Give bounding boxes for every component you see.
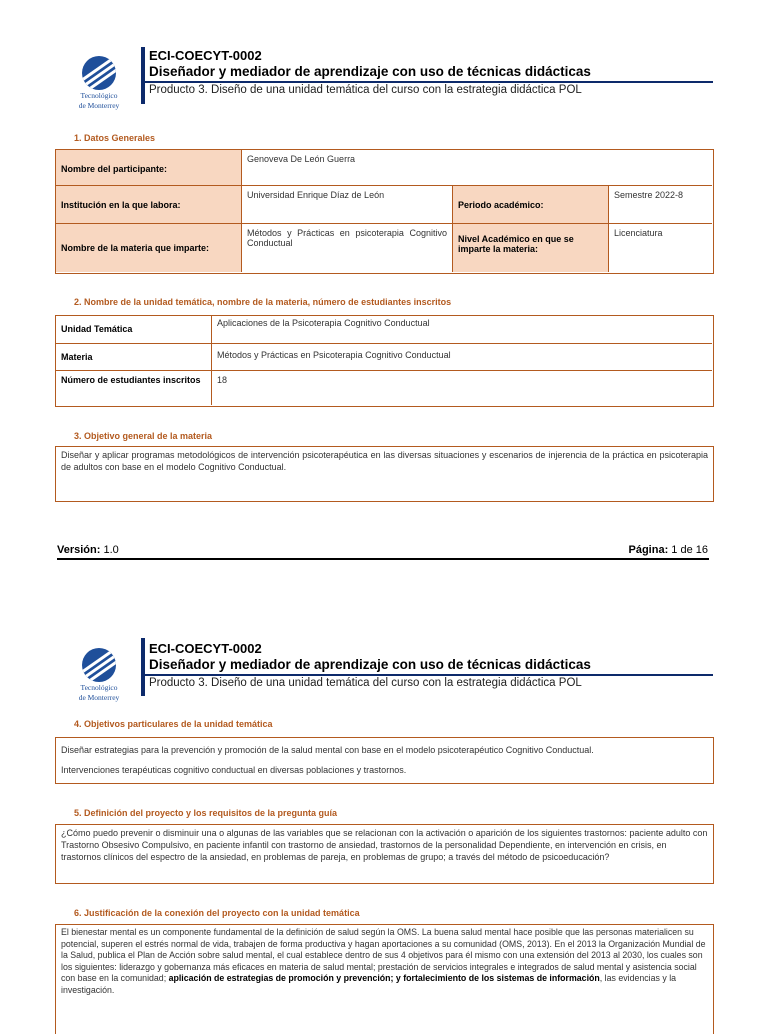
page-label: Página: bbox=[628, 544, 669, 556]
objetivo-particular-1: Diseñar estrategias para la prevención y promoción de la salud mental con base en el modelo psicoterapéutico Cognitivo Conductual. bbox=[61, 745, 594, 755]
nivel-value: Licenciatura bbox=[614, 228, 663, 238]
logo-text-line2: de Monterrey bbox=[78, 693, 120, 702]
tec-logo bbox=[64, 56, 134, 110]
periodo-value: Semestre 2022-8 bbox=[609, 186, 712, 224]
estudiantes-label: Número de estudiantes inscritos bbox=[56, 371, 212, 405]
justificacion-text-b: , las evidencias y la investigación. bbox=[61, 973, 677, 995]
page-value: 1 de 16 bbox=[671, 544, 708, 556]
datos-generales-table bbox=[55, 149, 714, 274]
document-code-p2: ECI-COECYT-0002 bbox=[149, 641, 262, 656]
materia-s2-label: Materia bbox=[56, 344, 212, 371]
footer-line bbox=[57, 558, 709, 560]
justificacion-text bbox=[61, 927, 708, 996]
periodo-label: Periodo académico: bbox=[453, 186, 609, 224]
nivel-label: Nivel Académico en que se imparte la materia: bbox=[453, 224, 609, 272]
section-3-title: 3. Objetivo general de la materia bbox=[74, 431, 213, 441]
justificacion-text-bold: aplicación de estrategias de promoción y prevención; y fortalecimiento de los sistemas de información bbox=[168, 973, 600, 983]
objetivo-particular-2: Intervenciones terapéuticas cognitivo conductual en diversas poblaciones y trastornos. bbox=[61, 765, 407, 775]
section-4-title: 4. Objetivos particulares de la unidad temática bbox=[74, 719, 273, 729]
course-title-p2: Diseñador y mediador de aprendizaje con uso de técnicas didácticas bbox=[149, 657, 591, 672]
version-value: 1.0 bbox=[103, 544, 119, 556]
objetivos-particulares-box bbox=[55, 737, 714, 784]
version-label: Versión: bbox=[57, 544, 101, 556]
objetivo-general-box bbox=[55, 446, 714, 502]
footer-version bbox=[57, 544, 119, 556]
materia-s2-value: Métodos y Prácticas en Psicoterapia Cognitivo Conductual bbox=[212, 344, 712, 371]
materia-label: Nombre de la materia que imparte: bbox=[56, 224, 242, 272]
unidad-value: Aplicaciones de la Psicoterapia Cognitivo Conductual bbox=[212, 316, 712, 344]
justificacion-box bbox=[55, 924, 714, 1034]
pregunta-guia-text: ¿Cómo puedo prevenir o disminuir una o algunas de las variables que se relacionan con la activación o aparición de los siguientes trastornos: paciente adulto con Trastorno Obsesivo Compulsivo, en paciente infantil con trastorno de ansiedad, trastornos de la personalidad Dependiente, en intervención en crisis, en trastornos clínicos del espectro de la ansiedad, en problemas de pareja, en problemas de grupo; a través del método de psicoeducación? bbox=[61, 828, 708, 862]
footer-page bbox=[629, 544, 709, 556]
header-vertical-bar-p2 bbox=[141, 638, 145, 696]
tec-logo-p2 bbox=[64, 648, 134, 702]
section-5-title: 5. Definición del proyecto y los requisitos de la pregunta guía bbox=[74, 808, 338, 818]
logo-text-line2: de Monterrey bbox=[78, 101, 120, 110]
tec-logo-globe-icon bbox=[82, 648, 116, 682]
product-title: Producto 3. Diseño de una unidad temática del curso con la estrategia didáctica POL bbox=[149, 84, 582, 96]
header-vertical-bar bbox=[141, 47, 145, 104]
unidad-label: Unidad Temática bbox=[56, 316, 212, 344]
participante-label: Nombre del participante: bbox=[56, 150, 242, 186]
header-divider bbox=[145, 81, 713, 83]
logo-text-line1: Tecnológico bbox=[80, 91, 118, 100]
document-code: ECI-COECYT-0002 bbox=[149, 48, 262, 63]
estudiantes-value: 18 bbox=[217, 375, 228, 385]
institucion-label: Institución en la que labora: bbox=[56, 186, 242, 224]
tec-logo-globe-icon bbox=[82, 56, 116, 90]
section-6-title: 6. Justificación de la conexión del proyecto con la unidad temática bbox=[74, 908, 360, 918]
materia-value: Métodos y Prácticas en psicoterapia Cognitivo Conductual bbox=[242, 224, 453, 272]
header-divider-p2 bbox=[145, 674, 713, 676]
participante-value: Genoveva De León Guerra bbox=[242, 150, 712, 186]
section-1-title: 1. Datos Generales bbox=[74, 133, 156, 143]
unidad-tematica-table bbox=[55, 315, 714, 407]
product-title-p2: Producto 3. Diseño de una unidad temática del curso con la estrategia didáctica POL bbox=[149, 677, 582, 689]
institucion-value: Universidad Enrique Díaz de León bbox=[242, 186, 453, 224]
objetivo-general-text: Diseñar y aplicar programas metodológicos de intervención psicoterapéutica en las diversas situaciones y escenarios de injerencia de la práctica en psicoterapia de adultos con base en el modelo Cognitivo Conductual. bbox=[61, 450, 708, 472]
pregunta-guia-box bbox=[55, 824, 714, 884]
section-2-title: 2. Nombre de la unidad temática, nombre de la materia, número de estudiantes inscritos bbox=[74, 297, 452, 307]
course-title: Diseñador y mediador de aprendizaje con uso de técnicas didácticas bbox=[149, 64, 591, 79]
justificacion-text-a: El bienestar mental es un componente fundamental de la definición de salud según la OMS. La buena salud mental hace posible que las personas materialicen su potencial, superen el estrés normal de vida, trabajen de forma productiva y hagan aportaciones a su comunidad (OMS, 2013). En el 2013 la Organización Mundial de la Salud, publica el Plan de Acción sobre salud mental, el cual establece dentro de sus 4 objetivos para él mismo con una extensión del 2013 al 2030, los cuales son los siguientes: liderazgo y gobernanza más eficaces en materia de salud mental; prestación de servicios integrales e integrados de salud mental y asistencia social con base en la comunidad; bbox=[61, 927, 706, 983]
logo-text-line1: Tecnológico bbox=[80, 683, 118, 692]
